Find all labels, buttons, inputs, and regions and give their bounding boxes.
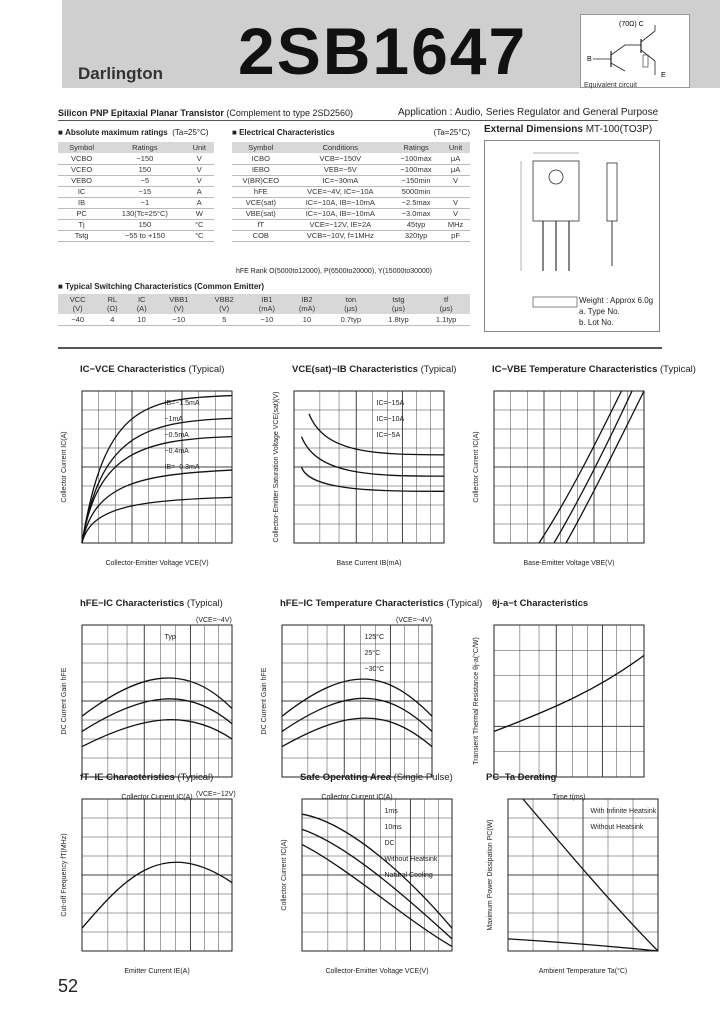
elec-cell: V <box>441 197 470 208</box>
eq-r-label: (70Ω) C <box>619 21 644 28</box>
data-curve <box>282 718 432 747</box>
abs-cell: 150 <box>105 219 184 230</box>
elec-table <box>232 142 470 242</box>
chart-c7 <box>58 772 238 984</box>
abs-cell: 130(Tc=25°C) <box>105 208 184 219</box>
y-axis-label: Maximum Power Dissipation PC(W) <box>487 819 494 931</box>
chart-title-tag: (Typical) <box>443 598 483 609</box>
chart-condition: (VCE=−12V) <box>196 791 236 798</box>
table-row <box>232 208 470 219</box>
curve-label: 1ms <box>384 808 398 815</box>
elec-cell: V(BR)CEO <box>232 175 290 186</box>
chart-svg <box>58 375 238 571</box>
sw-cell: −10 <box>247 314 287 325</box>
elec-header-cell: Ratings <box>391 142 441 153</box>
abs-cell: −5 <box>105 175 184 186</box>
curve-label: With Infinite Heatsink <box>590 808 657 815</box>
y-axis-label: DC Current Gain hFE <box>61 667 68 735</box>
curve-label: IC=−10A <box>376 416 405 423</box>
elec-cell: IC=−10A, IB=−10mA <box>290 197 392 208</box>
type-line: Silicon PNP Epitaxial Planar Transistor (Complement to type 2SD2560) <box>58 108 353 118</box>
sw-header-cell: VBB1 (V) <box>156 294 201 314</box>
elec-cell: μA <box>441 164 470 175</box>
sw-header-cell: IB1 (mA) <box>247 294 287 314</box>
x-axis-label: Ambient Temperature Ta(°C) <box>538 968 628 975</box>
sw-header-cell: ton (μs) <box>327 294 375 314</box>
curve-label: −0.4mA <box>164 448 189 455</box>
abs-cell: −1 <box>105 197 184 208</box>
chart-title <box>80 772 238 783</box>
table-row <box>232 197 470 208</box>
table-row <box>232 230 470 241</box>
application: Application : Audio, Series Regulator and General Purpose <box>398 107 659 118</box>
sw-header-cell: VBB2 (V) <box>201 294 246 314</box>
section-divider <box>58 347 662 349</box>
abs-cell: Tstg <box>58 230 105 241</box>
abs-cell: °C <box>185 230 214 241</box>
abs-cell: −55 to +150 <box>105 230 184 241</box>
chart-condition: (VCE=−4V) <box>396 617 432 624</box>
switching-table <box>58 294 470 326</box>
curve-label: Typ <box>164 634 176 641</box>
abs-cell: −150 <box>105 153 184 164</box>
data-curve <box>494 655 644 731</box>
table-row <box>232 153 470 164</box>
chart-title-text: hFE−IC Temperature Characteristics <box>280 598 444 609</box>
abs-cell: W <box>185 208 214 219</box>
chart-title <box>486 772 664 783</box>
chart-title-text: θj-a−t Characteristics <box>492 598 589 609</box>
chart-title-text: PC−Ta Derating <box>486 772 557 783</box>
chart-title-tag: (Single Pulse) <box>390 772 453 783</box>
elec-cell: VCE=−12V, IE=2A <box>290 219 392 230</box>
table-row <box>58 164 214 175</box>
chart-c3 <box>470 364 696 576</box>
chart-svg <box>470 375 650 571</box>
elec-cell: 320typ <box>391 230 441 241</box>
data-curve <box>282 698 432 731</box>
elec-cell: −2.5max <box>391 197 441 208</box>
sw-header-cell: tf (μs) <box>422 294 470 314</box>
switching-title: ■ Typical Switching Characteristics (Common Emitter) <box>58 282 265 291</box>
hfe-rank: hFE Rank O(5000to12000), P(6500to20000), Y(15000to30000) <box>236 268 433 275</box>
chart-c2 <box>270 364 456 576</box>
elec-cell: V <box>441 208 470 219</box>
eq-b-label: B <box>587 56 592 63</box>
abs-cell: VEBO <box>58 175 105 186</box>
dimensions-box <box>484 140 660 332</box>
data-curve <box>82 470 232 543</box>
table-row <box>232 186 470 197</box>
curve-label: Without Heatsink <box>384 856 438 863</box>
elec-cell: −100max <box>391 164 441 175</box>
abs-max-title: ■ Absolute maximum ratings (Ta=25°C) <box>58 128 209 137</box>
divider <box>58 120 658 121</box>
chart-title <box>492 598 650 609</box>
chart-title-tag: (Typical) <box>184 598 223 609</box>
curve-label: 10ms <box>384 824 402 831</box>
data-curve <box>302 829 452 938</box>
sw-cell: 1.8typ <box>375 314 423 325</box>
table-row <box>232 175 470 186</box>
curve-label: Without Heatsink <box>590 824 644 831</box>
elec-cell <box>441 186 470 197</box>
table-row <box>58 186 214 197</box>
part-number: 2SB1647 <box>238 14 528 88</box>
equivalent-circuit-label: Equivalent circuit <box>584 82 637 89</box>
chart-title-text: hFE−IC Characteristics <box>80 598 185 609</box>
elec-cell: −3.0max <box>391 208 441 219</box>
sw-header-cell: VCC (V) <box>58 294 97 314</box>
elec-cell: −100max <box>391 153 441 164</box>
elec-cell: IEBO <box>232 164 290 175</box>
curve-label: Natural Cooling <box>384 872 433 879</box>
abs-header-cell: Unit <box>185 142 214 153</box>
chart-title-text: fT−IE Characteristics <box>80 772 175 783</box>
x-axis-label: Emitter Current IE(A) <box>124 968 190 975</box>
equivalent-circuit-diagram <box>581 15 689 87</box>
elec-title: ■ Electrical Characteristics (Ta=25°C) <box>232 128 470 137</box>
elec-cell: VBE(sat) <box>232 208 290 219</box>
curve-label: 125°C <box>364 634 385 641</box>
table-row <box>58 208 214 219</box>
abs-cell: PC <box>58 208 105 219</box>
abs-cell: V <box>185 175 214 186</box>
chart-title-text: VCE(sat)−IB Characteristics <box>292 364 418 375</box>
chart-svg <box>484 783 664 979</box>
table-row <box>232 219 470 230</box>
sw-cell: −40 <box>58 314 97 325</box>
x-axis-label: Collector-Emitter Voltage VCE(V) <box>325 968 429 975</box>
data-curve <box>82 396 232 543</box>
abs-cell: 150 <box>105 164 184 175</box>
elec-cell: VCE=−4V, IC=−10A <box>290 186 392 197</box>
curve-label: DC <box>384 840 395 847</box>
elec-cell: MHz <box>441 219 470 230</box>
table-row <box>58 153 214 164</box>
abs-cell: A <box>185 186 214 197</box>
chart-svg <box>278 783 458 979</box>
elec-cell: VEB=−5V <box>290 164 392 175</box>
y-axis-label: Collector-Emitter Saturation Voltage VCE(sat)(V) <box>273 391 280 543</box>
chart-title <box>80 364 238 375</box>
chart-c1 <box>58 364 238 576</box>
elec-cell: V <box>441 175 470 186</box>
equivalent-circuit <box>580 14 690 88</box>
data-curve <box>82 720 232 747</box>
chart-title-text: IC−VCE Characteristics <box>80 364 186 375</box>
eq-e-label: E <box>661 72 666 79</box>
abs-cell: Tj <box>58 219 105 230</box>
abs-cell: IC <box>58 186 105 197</box>
data-curve <box>82 862 232 928</box>
abs-cell: VCEO <box>58 164 105 175</box>
abs-cell: A <box>185 197 214 208</box>
elec-header-cell: Unit <box>441 142 470 153</box>
chart-svg <box>58 783 238 979</box>
y-axis-label: Cut-off Frequency fT(MHz) <box>61 833 68 917</box>
weight: Weight : Approx 6.0g <box>579 296 654 305</box>
x-axis-label: Time t(ms) <box>552 794 586 801</box>
table-row <box>58 230 214 241</box>
elec-cell: hFE <box>232 186 290 197</box>
x-axis-label: Base Current IB(mA) <box>336 560 402 567</box>
curve-label: −1mA <box>164 416 183 423</box>
curve-label: IB=−0.3mA <box>164 464 200 471</box>
data-curve <box>302 437 445 477</box>
abs-cell: −15 <box>105 186 184 197</box>
abs-cell: V <box>185 153 214 164</box>
sw-cell: 10 <box>127 314 156 325</box>
elec-cell: IC=−30mA <box>290 175 392 186</box>
sw-cell: 0.7typ <box>327 314 375 325</box>
chart-svg <box>270 375 450 571</box>
subtitle: Darlington <box>78 64 163 83</box>
curve-label: IC=−5A <box>376 432 401 439</box>
y-axis-label: Collector Current IC(A) <box>61 431 68 503</box>
table-row <box>58 175 214 186</box>
sw-header-cell: IB2 (mA) <box>287 294 327 314</box>
data-curve <box>82 437 232 543</box>
chart-title-tag: (Typical) <box>417 364 457 375</box>
curve-label: −30°C <box>364 666 385 673</box>
chart-title <box>280 598 482 609</box>
elec-header-cell: Symbol <box>232 142 290 153</box>
x-axis-label: Collector Current IC(A) <box>321 794 393 801</box>
sw-header-cell: IC (A) <box>127 294 156 314</box>
chart-title-tag: (Typical) <box>174 772 214 783</box>
page-number: 52 <box>58 976 79 996</box>
type-no: a. Type No. <box>579 307 620 316</box>
dimensions-title: External Dimensions MT-100(TO3P) <box>484 124 653 135</box>
elec-cell: pF <box>441 230 470 241</box>
data-curve <box>282 679 432 716</box>
abs-cell: V <box>185 164 214 175</box>
data-curve <box>302 467 445 491</box>
elec-cell: −150min <box>391 175 441 186</box>
elec-cell: IC=−10A, IB=−10mA <box>290 208 392 219</box>
x-axis-label: Collector Current IC(A) <box>121 794 193 801</box>
chart-title-text: Safe Operating Area <box>300 772 391 783</box>
chart-title-tag: (Typical) <box>185 364 225 375</box>
x-axis-label: Collector-Emitter Voltage VCE(V) <box>105 560 209 567</box>
chart-title <box>80 598 238 609</box>
data-curve <box>82 497 232 543</box>
chart-title <box>492 364 696 375</box>
elec-header-cell: Conditions <box>290 142 392 153</box>
elec-cell: fT <box>232 219 290 230</box>
abs-max-table <box>58 142 214 242</box>
chart-title <box>300 772 458 783</box>
abs-cell: °C <box>185 219 214 230</box>
y-axis-label: Transient Thermal Resistance θj-a(°C/W) <box>473 637 480 765</box>
abs-header-cell: Symbol <box>58 142 105 153</box>
y-axis-label: Collector Current IC(A) <box>473 431 480 503</box>
elec-cell: ICBO <box>232 153 290 164</box>
chart-title-text: IC−VBE Temperature Characteristics <box>492 364 658 375</box>
chart-condition: (VCE=−4V) <box>196 617 232 624</box>
lot-no: b. Lot No. <box>579 318 614 327</box>
x-axis-label: Base-Emitter Voltage VBE(V) <box>523 560 615 567</box>
curve-label: −0.5mA <box>164 432 189 439</box>
table-row <box>232 164 470 175</box>
y-axis-label: DC Current Gain hFE <box>261 667 268 735</box>
elec-cell: COB <box>232 230 290 241</box>
sw-cell: 5 <box>201 314 246 325</box>
chart-c9 <box>484 772 664 984</box>
curve-label: IC=−15A <box>376 400 405 407</box>
sw-cell: −10 <box>156 314 201 325</box>
elec-cell: VCB=−10V, f=1MHz <box>290 230 392 241</box>
chart-c8 <box>278 772 458 984</box>
elec-cell: 45typ <box>391 219 441 230</box>
sw-header-cell: RL (Ω) <box>97 294 127 314</box>
table-row <box>58 219 214 230</box>
elec-cell: μA <box>441 153 470 164</box>
chart-title-tag: (Typical) <box>657 364 696 375</box>
abs-cell: VCBO <box>58 153 105 164</box>
sw-header-cell: tstg (μs) <box>375 294 423 314</box>
elec-cell: 5000min <box>391 186 441 197</box>
curve-label: IB=−1.5mA <box>164 400 200 407</box>
elec-cell: VCE(sat) <box>232 197 290 208</box>
sw-cell: 1.1typ <box>422 314 470 325</box>
abs-cell: IB <box>58 197 105 208</box>
y-axis-label: Collector Current IC(A) <box>281 839 288 911</box>
chart-title <box>292 364 456 375</box>
elec-cell: VCB=−150V <box>290 153 392 164</box>
data-curve <box>82 678 232 716</box>
sw-cell: 10 <box>287 314 327 325</box>
sw-cell: 4 <box>97 314 127 325</box>
abs-header-cell: Ratings <box>105 142 184 153</box>
table-row <box>58 197 214 208</box>
curve-label: 25°C <box>364 650 381 657</box>
